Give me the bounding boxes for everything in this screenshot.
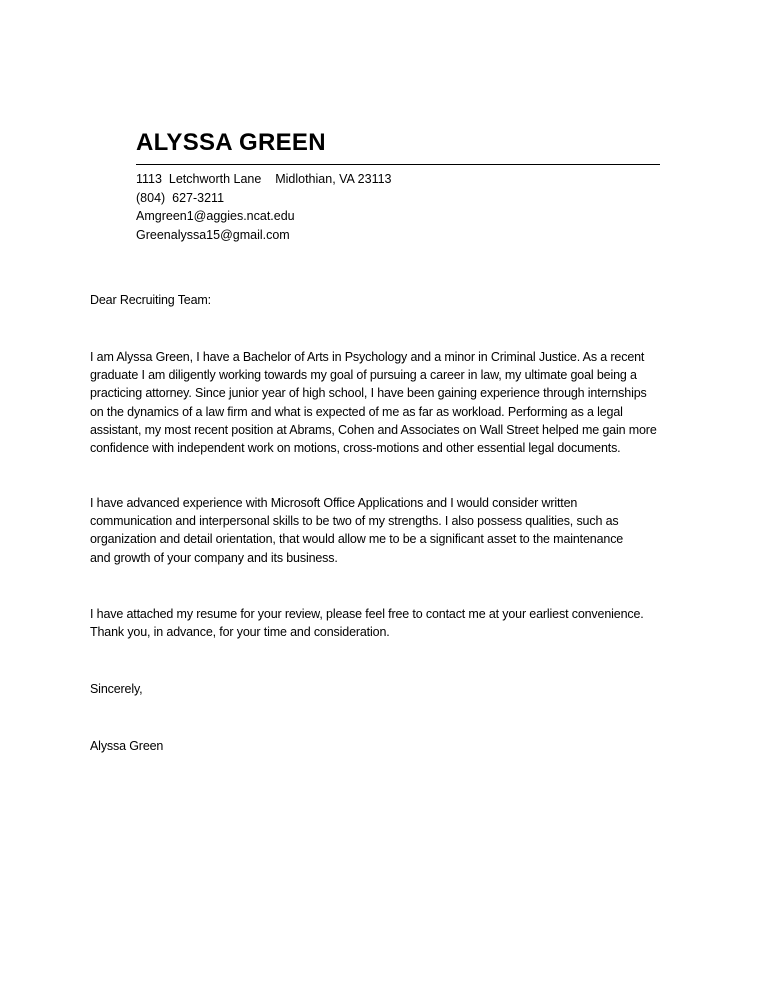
paragraph-line: I have attached my resume for your review, please feel free to contact me at your earliest convenience. (90, 607, 644, 621)
salutation: Dear Recruiting Team: (90, 293, 211, 307)
phone-number: (804) 627-3211 (136, 190, 225, 205)
paragraph-line: I am Alyssa Green, I have a Bachelor of Arts in Psychology and a minor in Criminal Justice. As a recent (90, 350, 645, 364)
paragraph-skills (90, 494, 690, 567)
paragraph-line: practicing attorney. Since junior year of high school, I have been gaining experience through internships (90, 386, 647, 401)
personal-email: Greenalyssa15@gmail.com (136, 227, 290, 242)
paragraph-line: organization and detail orientation, that would allow me to be a significant asset to the maintenance (90, 532, 624, 547)
paragraph-education (90, 348, 690, 457)
paragraph-line: I have advanced experience with Microsoft Office Applications and I would consider written (90, 496, 578, 510)
paragraph-line: communication and interpersonal skills to be two of my strengths. I also possess qualities, such as (90, 514, 619, 529)
address-line: 1113 Letchworth Lane Midlothian, VA 23113 (136, 172, 392, 186)
paragraph-line: Thank you, in advance, for your time and consideration. (90, 625, 390, 640)
closing: Sincerely, (90, 682, 143, 696)
contact-info (136, 170, 666, 244)
header-divider (136, 164, 660, 165)
paragraph-line: confidence with independent work on motions, cross-motions and other essential legal documents. (90, 441, 621, 456)
signature-name: Alyssa Green (90, 739, 164, 753)
letterhead (136, 128, 666, 244)
school-email: Amgreen1@aggies.ncat.edu (136, 209, 295, 223)
applicant-name: ALYSSA GREEN (136, 129, 326, 156)
paragraph-line: and growth of your company and its business. (90, 550, 338, 565)
paragraph-closing-request (90, 605, 690, 641)
paragraph-line: on the dynamics of a law firm and what is expected of me as far as workload. Performing as a legal (90, 404, 623, 419)
paragraph-line: assistant, my most recent position at Abrams, Cohen and Associates on Wall Street helped me gain more (90, 422, 657, 437)
paragraph-line: graduate I am diligently working towards my goal of pursuing a career in law, my ultimate goal being a (90, 368, 637, 383)
